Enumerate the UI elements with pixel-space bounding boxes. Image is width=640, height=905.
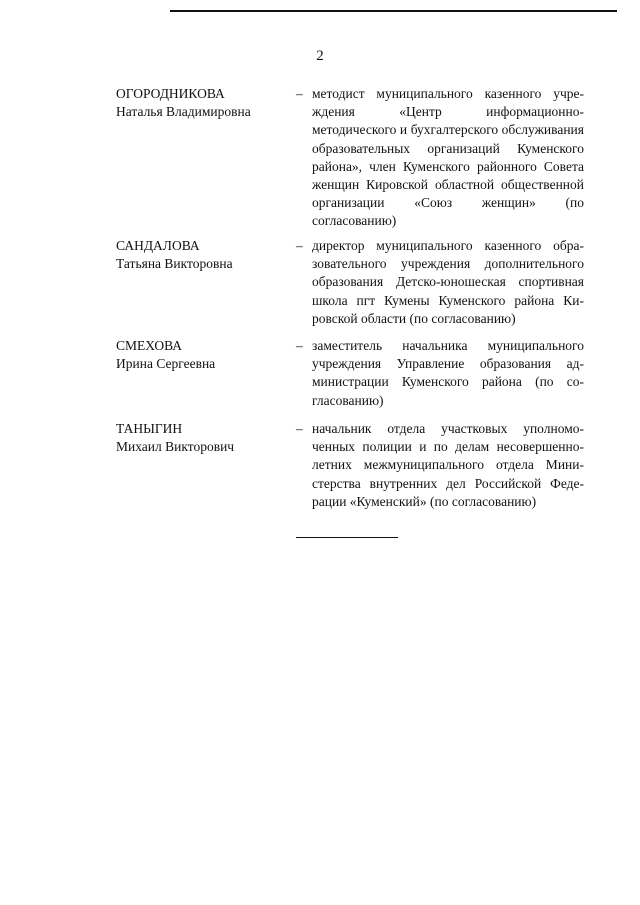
member-role: методист муниципального казенного учреждения «Центр информационно-методического и бухгалтерского обслуживания образовательных организаций Куменского района», член Куменского районного Совета женщин Кировской областной общественной организации «Союз женщин» (по согласованию)	[312, 86, 584, 229]
member-surname: СМЕХОВА	[116, 338, 182, 353]
member-dash: –	[296, 86, 303, 101]
member-given-names: Наталья Владимировна	[116, 104, 251, 120]
member-given-names: Михаил Викторович	[116, 439, 235, 455]
member-person	[116, 237, 286, 273]
member-given-names: Татьяна Викторовна	[116, 256, 233, 272]
member-person	[116, 420, 286, 456]
page-number: 2	[316, 48, 324, 64]
member-dash: –	[296, 338, 303, 353]
member-surname: ОГОРОДНИКОВА	[116, 86, 225, 101]
closing-rule	[296, 537, 398, 538]
member-given-names: Ирина Сергеевна	[116, 356, 216, 372]
member-person	[116, 85, 286, 121]
member-dash: –	[296, 238, 303, 253]
member-surname: ТАНЫГИН	[116, 421, 183, 436]
member-person	[116, 337, 286, 373]
member-surname: САНДАЛОВА	[116, 238, 200, 253]
top-rule	[170, 10, 617, 12]
member-role: заместитель начальника муниципального учреждения Управление образования администрации Куменского района (по согласованию)	[312, 338, 584, 408]
member-role: начальник отдела участковых уполномоченных полиции и по делам несовершеннолетних межмуниципального отдела Министерства внутренних дел Российской Федерации «Куменский» (по согласованию)	[312, 421, 584, 509]
member-dash: –	[296, 421, 303, 436]
member-role: директор муниципального казенного образовательного учреждения дополнительного образования Детско-юношеская спортивная школа пгт Кумены Куменского района Кировской области (по согласованию)	[312, 238, 584, 326]
